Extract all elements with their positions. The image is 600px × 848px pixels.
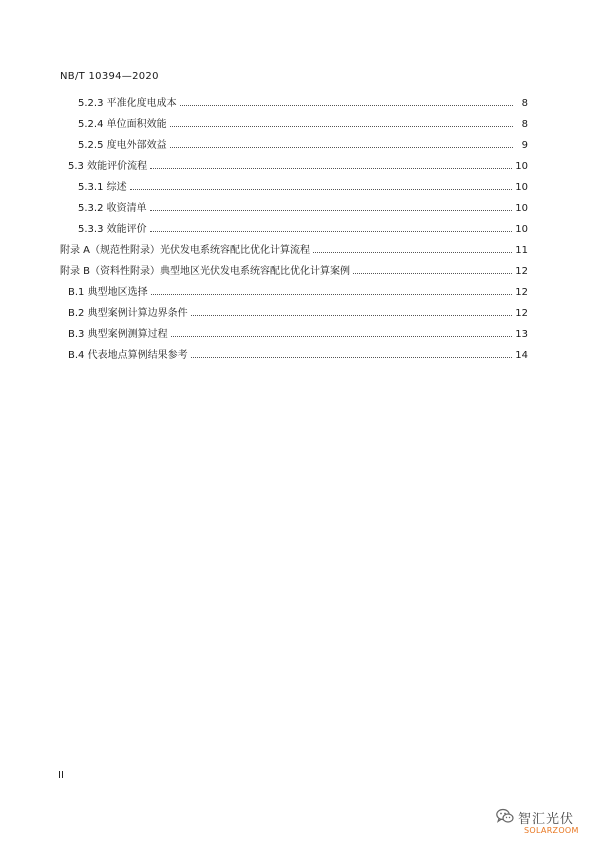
toc-entry-label: 附录 B（资料性附录）典型地区光伏发电系统容配比优化计算案例	[60, 266, 351, 277]
toc-entry-page: 8	[521, 98, 528, 109]
toc-entry[interactable]	[78, 180, 528, 194]
toc-entry-page: 10	[515, 224, 528, 235]
toc-entry[interactable]	[78, 117, 528, 131]
toc-leader-dots	[170, 117, 513, 127]
toc-entry[interactable]	[68, 159, 528, 173]
toc-leader-dots	[353, 264, 512, 274]
watermark	[496, 808, 596, 840]
toc-leader-dots	[180, 96, 513, 106]
toc-entry[interactable]	[78, 138, 528, 152]
wechat-icon	[496, 808, 514, 824]
toc-leader-dots	[150, 159, 512, 169]
toc-leader-dots	[171, 327, 513, 337]
toc-entry-page: 10	[515, 203, 528, 214]
toc-entry-label: B.2 典型案例计算边界条件	[68, 308, 188, 319]
toc-leader-dots	[150, 222, 513, 232]
toc-leader-dots	[191, 348, 513, 358]
toc-entry-label: 5.2.3 平准化度电成本	[78, 98, 177, 109]
toc-entry-label: 5.3.2 收资清单	[78, 203, 147, 214]
toc-leader-dots	[150, 201, 513, 211]
toc-entry-label: B.4 代表地点算例结果参考	[68, 350, 188, 361]
toc-entry-label: B.1 典型地区选择	[68, 287, 148, 298]
toc-entry-label: 5.2.5 度电外部效益	[78, 140, 167, 151]
toc-entry-label: 5.3 效能评价流程	[68, 161, 148, 172]
toc-entry-page: 10	[515, 182, 528, 193]
document-code: NB/T 10394—2020	[60, 71, 159, 82]
toc-entry[interactable]	[78, 222, 528, 236]
toc-entry-page: 12	[515, 266, 528, 277]
toc-leader-dots	[130, 180, 513, 190]
toc-entry[interactable]	[78, 201, 528, 215]
toc-entry-page: 8	[521, 119, 528, 130]
toc-entry[interactable]	[68, 306, 528, 320]
toc-leader-dots	[313, 243, 512, 253]
toc-entry-page: 13	[515, 329, 528, 340]
toc-entry-page: 12	[515, 287, 528, 298]
toc-entry[interactable]	[68, 327, 528, 341]
toc-leader-dots	[151, 285, 513, 295]
toc-leader-dots	[170, 138, 513, 148]
toc-entry-label: B.3 典型案例测算过程	[68, 329, 168, 340]
toc-entry-label: 5.3.3 效能评价	[78, 224, 147, 235]
watermark-title: 智汇光伏	[518, 812, 575, 827]
toc-entry-label: 5.3.1 综述	[78, 182, 127, 193]
toc-entry-page: 14	[515, 350, 528, 361]
toc-entry-page: 10	[515, 161, 528, 172]
toc-leader-dots	[191, 306, 513, 316]
watermark-subtitle: SOLARZOOM	[524, 826, 579, 835]
toc-entry[interactable]	[78, 96, 528, 110]
toc-entry[interactable]	[60, 243, 528, 257]
toc-entry-page: 9	[521, 140, 528, 151]
toc-entry[interactable]	[68, 285, 528, 299]
toc-entry-page: 11	[515, 245, 528, 256]
toc-entry-page: 12	[515, 308, 528, 319]
toc-entry[interactable]	[60, 264, 528, 278]
page-number: II	[58, 770, 64, 781]
toc-entry-label: 附录 A（规范性附录）光伏发电系统容配比优化计算流程	[60, 245, 311, 256]
toc-entry[interactable]	[68, 348, 528, 362]
toc-entry-label: 5.2.4 单位面积效能	[78, 119, 167, 130]
